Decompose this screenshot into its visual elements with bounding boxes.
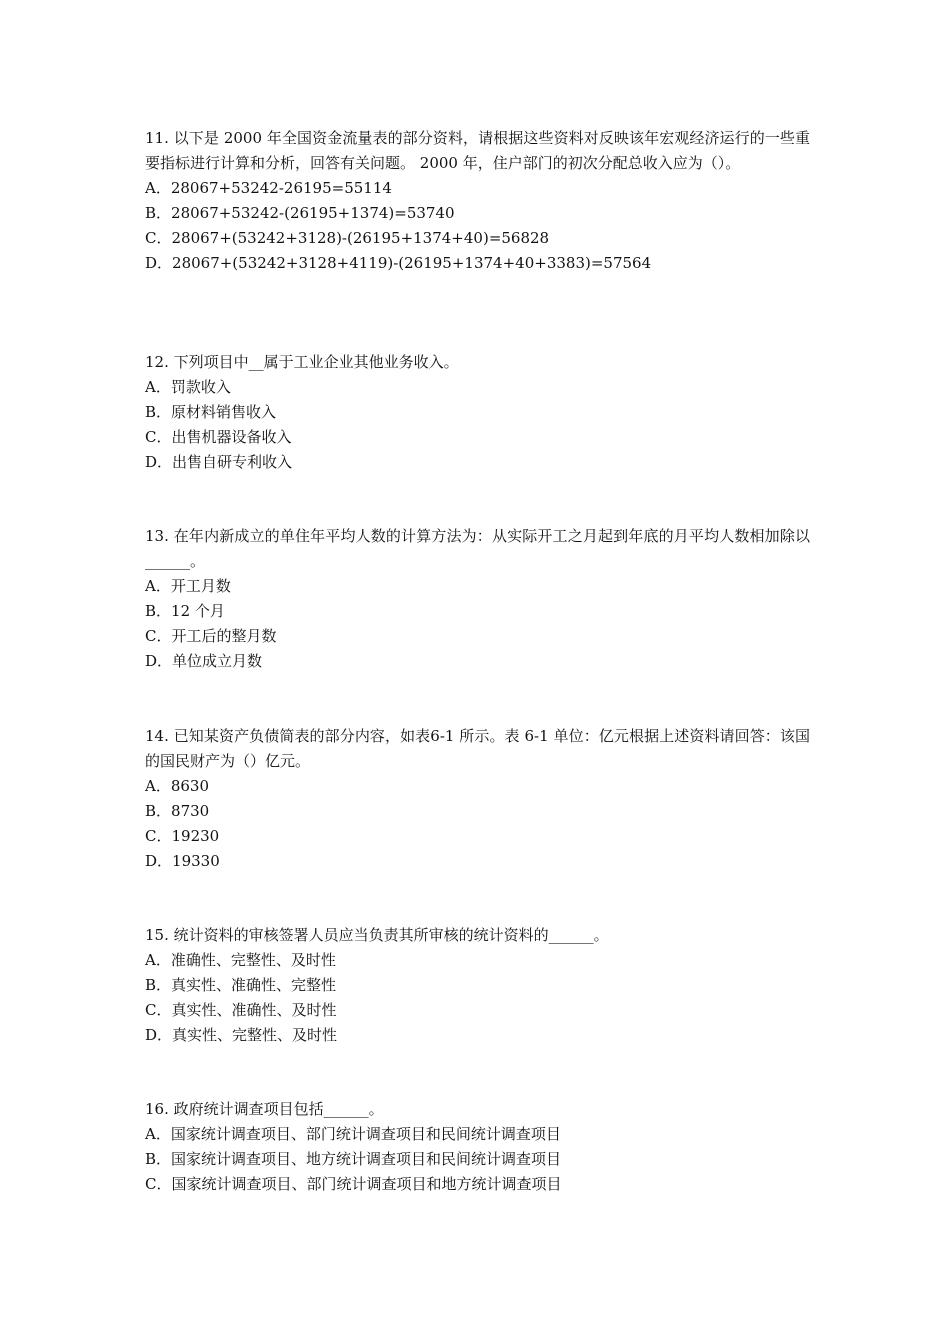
- question-15: [145, 923, 810, 1048]
- question-12: [145, 350, 810, 475]
- option-c: C．出售机器设备收入: [145, 428, 292, 446]
- question-11: [145, 126, 810, 276]
- option-a: A．准确性、完整性、及时性: [145, 951, 336, 969]
- question-stem: 12. 下列项目中__属于工业企业其他业务收入。: [145, 353, 459, 371]
- question-14: [145, 724, 810, 874]
- option-c: C．开工后的整月数: [145, 627, 277, 645]
- option-b: B．原材料销售收入: [145, 403, 277, 421]
- option-d: D．出售自研专利收入: [145, 453, 293, 471]
- option-b: B．28067+53242-(26195+1374)=53740: [145, 204, 455, 222]
- option-b: B．12 个月: [145, 602, 225, 620]
- option-c: C．19230: [145, 827, 220, 845]
- option-b: B．8730: [145, 802, 210, 820]
- option-c: C．国家统计调查项目、部门统计调查项目和地方统计调查项目: [145, 1175, 562, 1193]
- option-a: A．开工月数: [145, 577, 231, 595]
- question-16: [145, 1097, 810, 1197]
- option-a: A．国家统计调查项目、部门统计调查项目和民间统计调查项目: [145, 1125, 561, 1143]
- option-a: A．8630: [145, 777, 210, 795]
- option-d: D．19330: [145, 852, 220, 870]
- question-stem: 11. 以下是 2000 年全国资金流量表的部分资料，请根据这些资料对反映该年宏观经济运行的一些重要指标进行计算和分析，回答有关问题。 2000 年，住户部门的初次分配总收入应为（）。: [145, 129, 810, 172]
- question-stem: 13. 在年内新成立的单住年平均人数的计算方法为：从实际开工之月起到年底的月平均人数相加除以______。: [145, 527, 810, 570]
- option-d: D．单位成立月数: [145, 652, 263, 670]
- option-c: C．真实性、准确性、及时性: [145, 1001, 337, 1019]
- option-c: C．28067+(53242+3128)-(26195+1374+40)=56828: [145, 229, 550, 247]
- question-stem: 14. 已知某资产负债简表的部分内容，如表6-1 所示。表 6-1 单位：亿元根据上述资料请回答：该国的国民财产为（）亿元。: [145, 727, 810, 770]
- option-b: B．真实性、准确性、完整性: [145, 976, 337, 994]
- option-d: D．真实性、完整性、及时性: [145, 1026, 338, 1044]
- option-b: B．国家统计调查项目、地方统计调查项目和民间统计调查项目: [145, 1150, 562, 1168]
- option-a: A．28067+53242-26195=55114: [145, 179, 392, 197]
- option-a: A．罚款收入: [145, 378, 231, 396]
- question-stem: 16. 政府统计调查项目包括______。: [145, 1100, 384, 1118]
- question-13: [145, 524, 810, 674]
- option-d: D．28067+(53242+3128+4119)-(26195+1374+40+3383)=57564: [145, 254, 652, 272]
- question-stem: 15. 统计资料的审核签署人员应当负责其所审核的统计资料的______。: [145, 926, 609, 944]
